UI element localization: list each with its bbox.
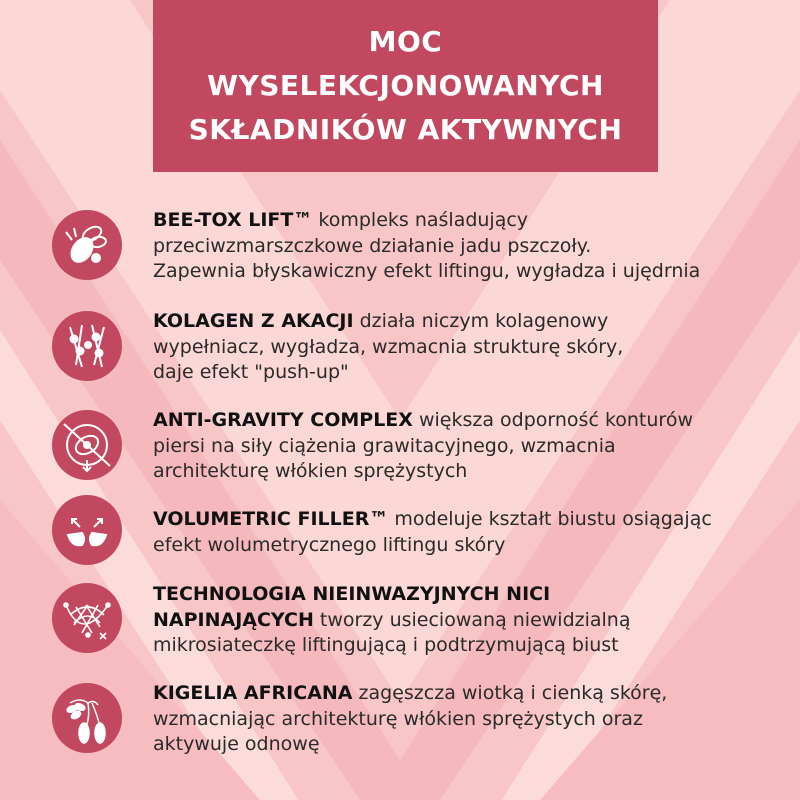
title-line-1: MOC [368, 25, 443, 58]
ingredient-description: TECHNOLOGIA NIEINWAZYJNYCH NICI NAPINAJĄCYCH tworzy usieciowaną niewidzialną mikrosiateczkę liftingującą i podtrzymującą biust [153, 583, 631, 656]
anti-gravity-icon [52, 410, 122, 480]
volume-arrows-icon [52, 495, 122, 565]
ingredient-description: KOLAGEN Z AKACJI działa niczym kolagenowy wypełniacz, wygładza, wzmacnia strukturę skóry, daje efekt "push-up" [153, 310, 624, 383]
bee-icon [52, 210, 122, 280]
ingredient-description: ANTI-GRAVITY COMPLEX większa odporność konturów piersi na siły ciążenia grawitacyjnego, wzmacnia architekturę włókien sprężystych [153, 409, 693, 482]
ingredient-description: KIGELIA AFRICANA zagęszcza wiotką i cienką skórę, wzmacniając architekturę włókien sprężystych oraz aktywuje odnowę [153, 682, 668, 755]
ingredient-name: TECHNOLOGIA NIEINWAZYJNYCH NICI [153, 583, 551, 605]
ingredient-description: BEE-TOX LIFT™ kompleks naśladujący przeciwzmarszczkowe działanie jadu pszczoły. Zapewnia błyskawiczny efekt liftingu, wygładza i ujędrnia [153, 209, 701, 282]
ingredient-name: VOLUMETRIC FILLER™ [153, 508, 389, 530]
kigelia-plant-icon [52, 683, 122, 753]
ingredient-description: VOLUMETRIC FILLER™ modeluje kształt biustu osiągając efekt wolumetrycznego liftingu skóry [153, 508, 712, 556]
title-line-2: WYSELEKCJONOWANYCH [207, 69, 604, 102]
net-icon [52, 583, 122, 653]
ingredient-name-cont: NAPINAJĄCYCH [153, 608, 314, 631]
title-line-3: SKŁADNIKÓW AKTYWNYCH [188, 113, 623, 146]
ingredient-name: ANTI-GRAVITY COMPLEX [153, 409, 413, 431]
ingredient-name: KOLAGEN Z AKACJI [153, 310, 354, 332]
page-title [153, 0, 658, 172]
ingredient-name: KIGELIA AFRICANA [153, 682, 353, 704]
collagen-fibers-icon [52, 311, 122, 381]
ingredient-name: BEE-TOX LIFT™ [153, 209, 313, 231]
